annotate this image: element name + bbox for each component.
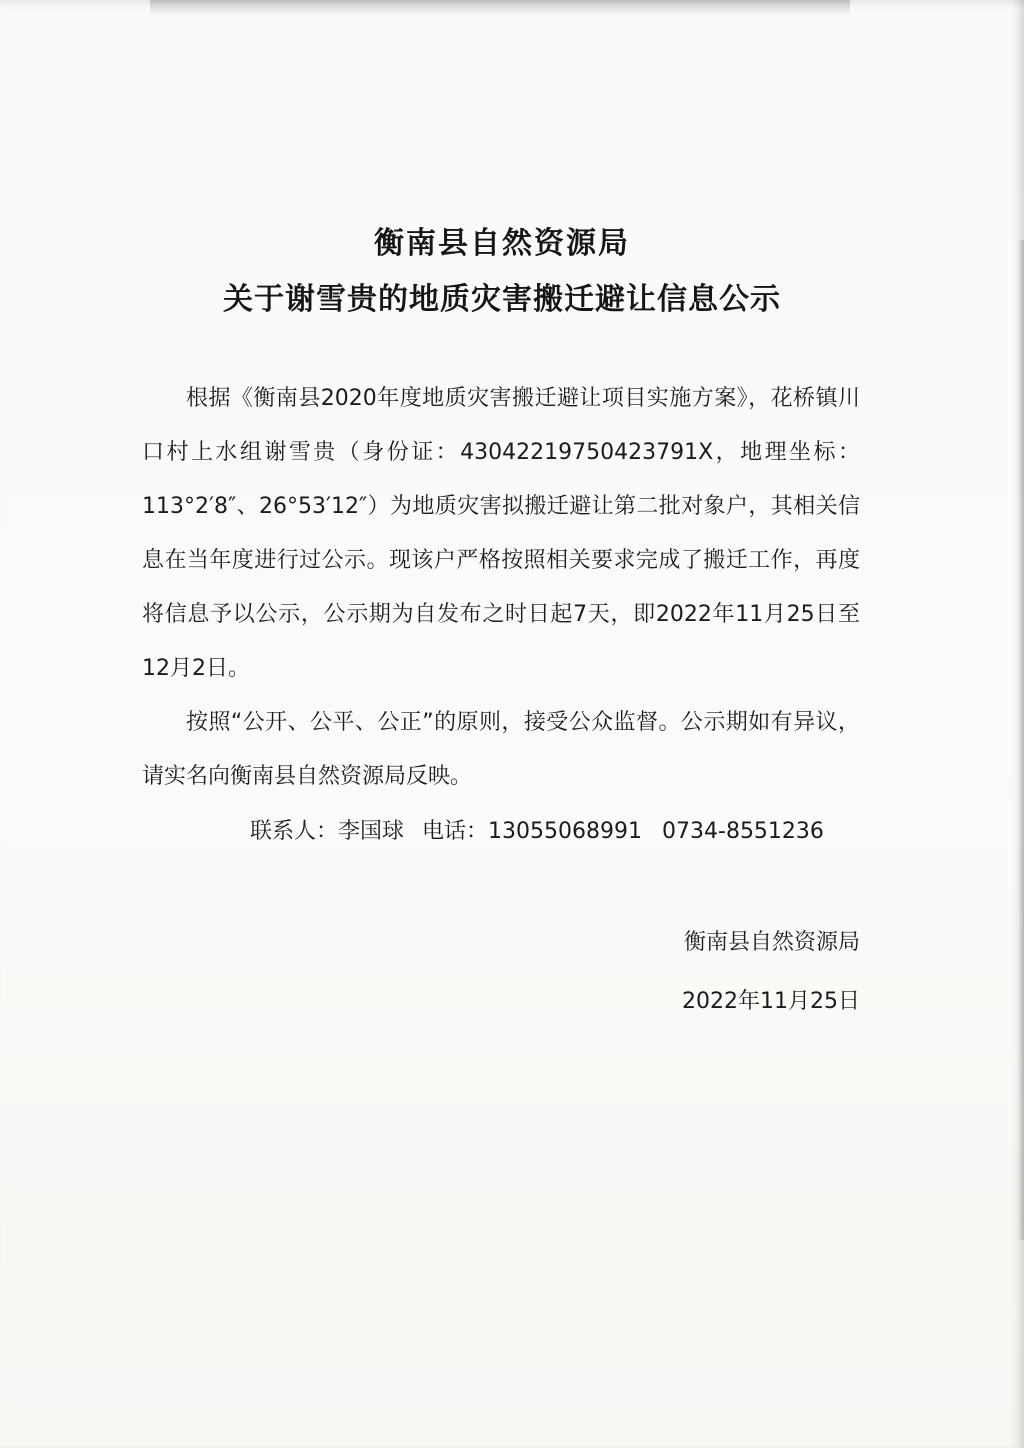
contact-line (250, 805, 824, 859)
paper-shadow-top (150, 0, 850, 16)
contact-phone-landline: 0734-8551236 (662, 819, 824, 844)
contact-person-name: 李国球 (338, 819, 405, 844)
paper-shadow-right (1018, 240, 1024, 1240)
contact-phone-mobile: 13055068991 (488, 819, 643, 844)
contact-phone-label: 电话： (422, 819, 489, 844)
document-body (142, 372, 860, 804)
document-title-line-1: 衡南县自然资源局 (374, 226, 630, 261)
signature-date: 2022年11月25日 (682, 989, 860, 1014)
signature-organization: 衡南县自然资源局 (683, 930, 860, 955)
paragraph-2: 按照“公开、公平、公正”的原则，接受公众监督。公示期如有异议，请实名向衡南县自然资源局反映。 (142, 710, 860, 789)
document-title-line-2: 关于谢雪贵的地质灾害搬迁避让信息公示 (223, 282, 781, 317)
paragraph-1: 根据《衡南县2020年度地质灾害搬迁避让项目实施方案》，花桥镇川口村上水组谢雪贵（身份证：43042219750423791X，地理坐标：113°2′8″、26°53′12″）为地质灾害拟搬迁避让第二批对象户，其相关信息在当年度进行过公示。现该户严格按照相关要求完成了搬迁工作，再度将信息予以公示，公示期为自发布之时日起7天，即2022年11月25日至12月2日。 (142, 386, 860, 681)
contact-person-label: 联系人： (250, 819, 339, 844)
